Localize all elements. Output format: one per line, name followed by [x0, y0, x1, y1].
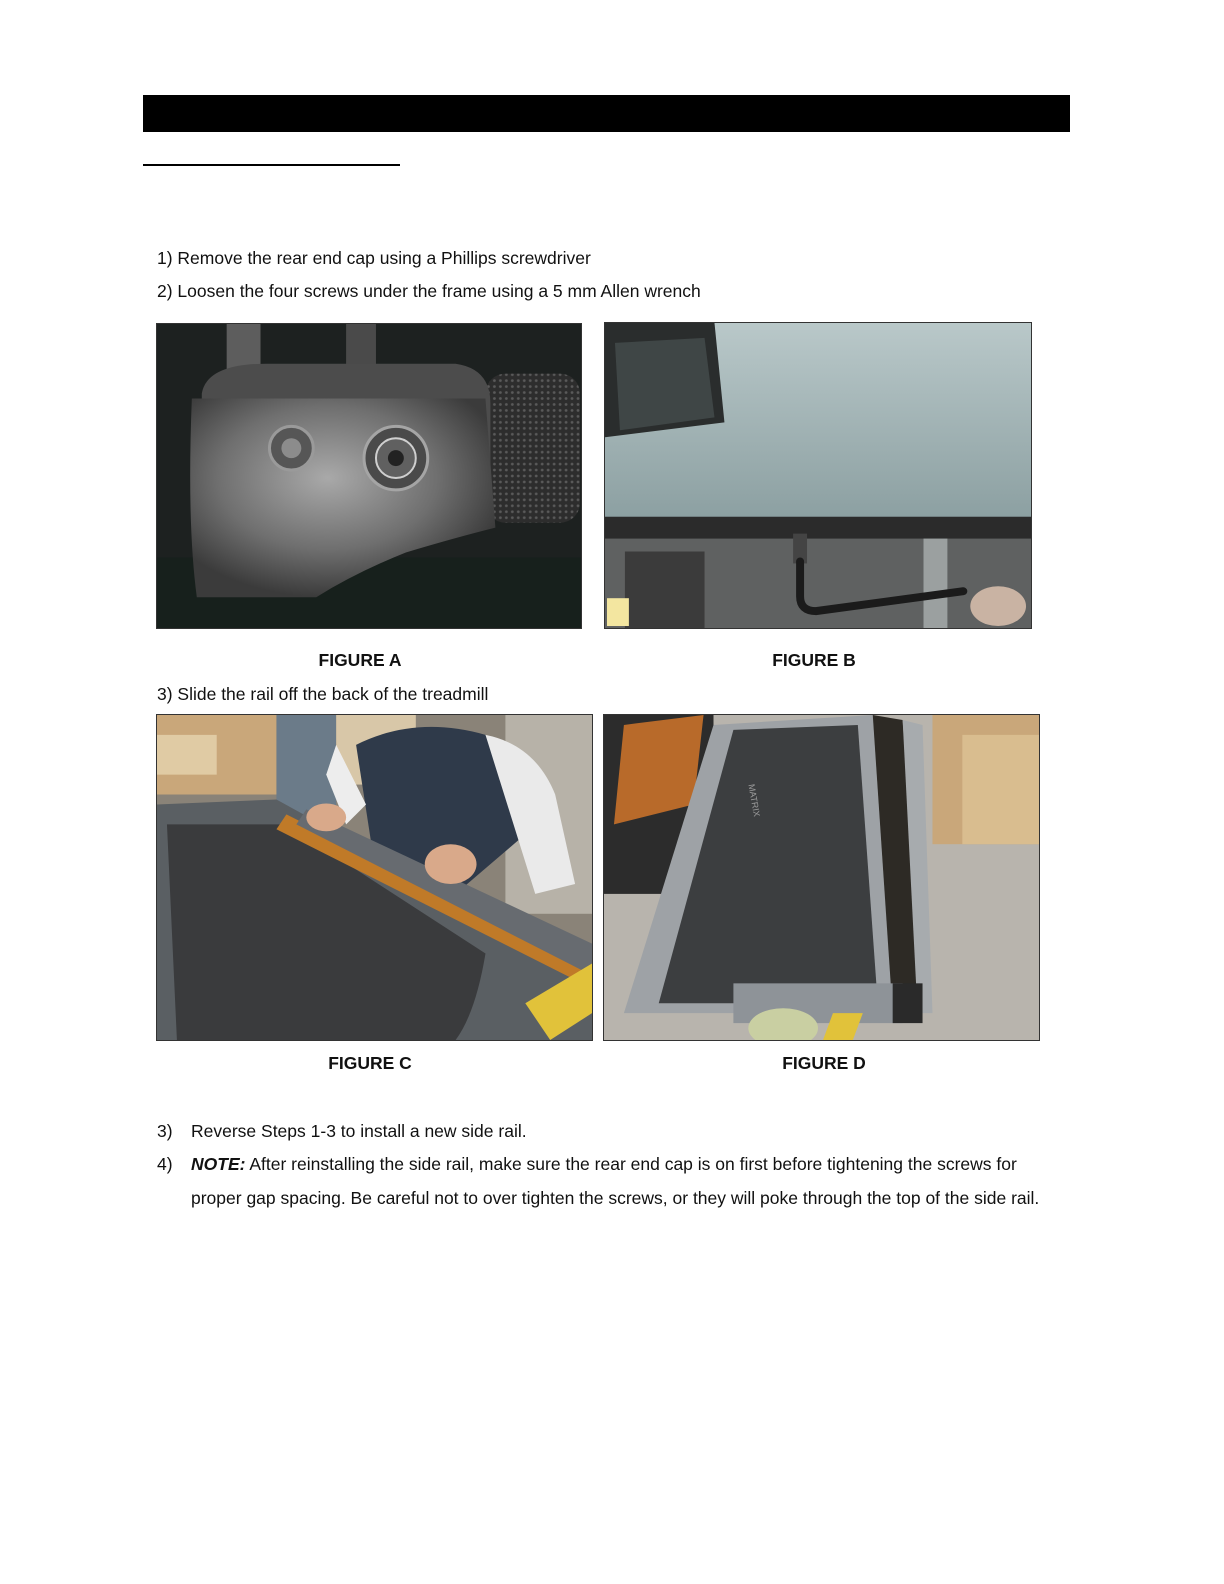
list-item-3-number: 3) — [157, 1121, 173, 1141]
figure-b-photo — [604, 322, 1032, 629]
section-header-bar — [143, 95, 1070, 132]
subheading-underline — [143, 164, 400, 166]
list-item-4-body — [191, 1147, 1061, 1215]
step-1-text: 1) Remove the rear end cap using a Phillips screwdriver — [157, 248, 591, 268]
note-text: After reinstalling the side rail, make sure the rear end cap is on first before tightening the screws for proper gap spacing. Be careful not to over tighten the screws, or they will poke through the top of the side rail. — [191, 1154, 1040, 1208]
figure-d-caption: FIGURE D — [782, 1053, 866, 1073]
belt-brand-label: MATRIX — [746, 783, 762, 818]
figure-c-photo — [156, 714, 593, 1041]
figure-c-caption: FIGURE C — [328, 1053, 412, 1073]
step-3-text: 3) Slide the rail off the back of the treadmill — [157, 684, 489, 704]
figure-d-photo — [603, 714, 1040, 1041]
step-2-text: 2) Loosen the four screws under the frame using a 5 mm Allen wrench — [157, 281, 701, 301]
figure-a-photo — [156, 323, 582, 629]
figure-b-caption: FIGURE B — [772, 650, 856, 670]
list-item-3-text: Reverse Steps 1-3 to install a new side rail. — [191, 1121, 527, 1141]
note-label: NOTE: — [191, 1154, 246, 1174]
figure-a-caption: FIGURE A — [318, 650, 402, 670]
list-item-4-number: 4) — [157, 1154, 173, 1174]
